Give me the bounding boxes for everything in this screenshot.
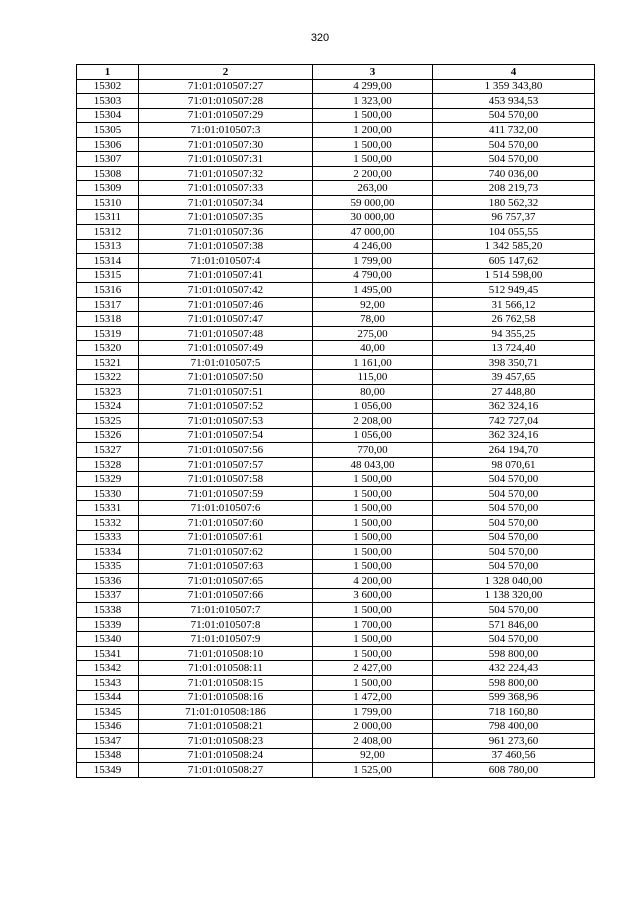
table-cell-col-4: 1 342 585,20 xyxy=(433,239,595,254)
table-cell-col-2: 71:01:010507:63 xyxy=(139,559,313,574)
table-cell-col-1: 15303 xyxy=(77,94,139,109)
table-row xyxy=(77,559,595,574)
table-cell-col-4: 1 359 343,80 xyxy=(433,79,595,94)
table-cell-col-3: 1 500,00 xyxy=(313,486,433,501)
table-cell-col-2: 71:01:010507:52 xyxy=(139,399,313,414)
table-cell-col-3: 1 525,00 xyxy=(313,763,433,778)
table-cell-col-3: 59 000,00 xyxy=(313,195,433,210)
column-header-4: 4 xyxy=(433,65,595,80)
table-cell-col-1: 15329 xyxy=(77,472,139,487)
table-cell-col-1: 15309 xyxy=(77,181,139,196)
table-cell-col-2: 71:01:010507:48 xyxy=(139,326,313,341)
table-cell-col-4: 27 448,80 xyxy=(433,385,595,400)
table-row xyxy=(77,472,595,487)
table-cell-col-2: 71:01:010507:66 xyxy=(139,588,313,603)
table-cell-col-2: 71:01:010507:56 xyxy=(139,443,313,458)
table-row xyxy=(77,646,595,661)
table-cell-col-4: 96 757,37 xyxy=(433,210,595,225)
table-row xyxy=(77,137,595,152)
table-cell-col-1: 15325 xyxy=(77,414,139,429)
table-cell-col-2: 71:01:010507:53 xyxy=(139,414,313,429)
table-cell-col-1: 15331 xyxy=(77,501,139,516)
table-cell-col-3: 92,00 xyxy=(313,748,433,763)
table-cell-col-3: 1 500,00 xyxy=(313,530,433,545)
table-cell-col-4: 504 570,00 xyxy=(433,137,595,152)
table-cell-col-1: 15316 xyxy=(77,283,139,298)
table-cell-col-4: 13 724,40 xyxy=(433,341,595,356)
table-row xyxy=(77,457,595,472)
table-cell-col-2: 71:01:010507:51 xyxy=(139,385,313,400)
table-cell-col-1: 15314 xyxy=(77,254,139,269)
table-cell-col-1: 15323 xyxy=(77,385,139,400)
table-cell-col-1: 15346 xyxy=(77,719,139,734)
table-cell-col-4: 1 514 598,00 xyxy=(433,268,595,283)
table-cell-col-4: 1 138 320,00 xyxy=(433,588,595,603)
table-row xyxy=(77,515,595,530)
table-cell-col-3: 1 500,00 xyxy=(313,152,433,167)
table-cell-col-3: 1 161,00 xyxy=(313,355,433,370)
table-cell-col-4: 512 949,45 xyxy=(433,283,595,298)
table-cell-col-4: 504 570,00 xyxy=(433,530,595,545)
table-header-row xyxy=(77,65,595,80)
table-cell-col-4: 504 570,00 xyxy=(433,472,595,487)
table-cell-col-2: 71:01:010507:4 xyxy=(139,254,313,269)
table-cell-col-2: 71:01:010507:31 xyxy=(139,152,313,167)
table-cell-col-3: 1 799,00 xyxy=(313,254,433,269)
table-cell-col-2: 71:01:010507:9 xyxy=(139,632,313,647)
table-cell-col-2: 71:01:010507:41 xyxy=(139,268,313,283)
table-cell-col-1: 15335 xyxy=(77,559,139,574)
table-cell-col-2: 71:01:010507:58 xyxy=(139,472,313,487)
table-cell-col-4: 605 147,62 xyxy=(433,254,595,269)
table-cell-col-1: 15340 xyxy=(77,632,139,647)
table-row xyxy=(77,239,595,254)
table-cell-col-1: 15347 xyxy=(77,734,139,749)
table-cell-col-1: 15341 xyxy=(77,646,139,661)
table-cell-col-3: 1 500,00 xyxy=(313,559,433,574)
table-row xyxy=(77,108,595,123)
table-row xyxy=(77,545,595,560)
table-cell-col-3: 2 200,00 xyxy=(313,166,433,181)
table-cell-col-3: 1 500,00 xyxy=(313,515,433,530)
table-cell-col-4: 453 934,53 xyxy=(433,94,595,109)
table-cell-col-1: 15305 xyxy=(77,123,139,138)
table-cell-col-3: 1 056,00 xyxy=(313,428,433,443)
table-row xyxy=(77,166,595,181)
table-cell-col-3: 1 323,00 xyxy=(313,94,433,109)
table-row xyxy=(77,705,595,720)
table-cell-col-4: 718 160,80 xyxy=(433,705,595,720)
table-cell-col-3: 2 000,00 xyxy=(313,719,433,734)
table-cell-col-4: 504 570,00 xyxy=(433,515,595,530)
table-cell-col-1: 15345 xyxy=(77,705,139,720)
table-row xyxy=(77,486,595,501)
table-cell-col-3: 1 500,00 xyxy=(313,501,433,516)
table-cell-col-1: 15348 xyxy=(77,748,139,763)
table-cell-col-3: 4 790,00 xyxy=(313,268,433,283)
table-cell-col-1: 15315 xyxy=(77,268,139,283)
table-row xyxy=(77,574,595,589)
table-cell-col-1: 15327 xyxy=(77,443,139,458)
table-cell-col-4: 740 036,00 xyxy=(433,166,595,181)
table-row xyxy=(77,254,595,269)
table-cell-col-1: 15307 xyxy=(77,152,139,167)
table-cell-col-2: 71:01:010507:27 xyxy=(139,79,313,94)
table-cell-col-2: 71:01:010507:65 xyxy=(139,574,313,589)
table-cell-col-3: 115,00 xyxy=(313,370,433,385)
table-cell-col-4: 37 460,56 xyxy=(433,748,595,763)
table-cell-col-4: 608 780,00 xyxy=(433,763,595,778)
table-cell-col-1: 15330 xyxy=(77,486,139,501)
table-cell-col-1: 15324 xyxy=(77,399,139,414)
table-cell-col-2: 71:01:010507:46 xyxy=(139,297,313,312)
table-cell-col-2: 71:01:010507:57 xyxy=(139,457,313,472)
table-cell-col-4: 94 355,25 xyxy=(433,326,595,341)
table-cell-col-4: 598 800,00 xyxy=(433,675,595,690)
table-cell-col-2: 71:01:010507:62 xyxy=(139,545,313,560)
table-cell-col-2: 71:01:010507:28 xyxy=(139,94,313,109)
table-row xyxy=(77,210,595,225)
table-cell-col-4: 961 273,60 xyxy=(433,734,595,749)
table-cell-col-1: 15319 xyxy=(77,326,139,341)
table-cell-col-1: 15343 xyxy=(77,675,139,690)
table-cell-col-4: 1 328 040,00 xyxy=(433,574,595,589)
table-cell-col-1: 15326 xyxy=(77,428,139,443)
table-cell-col-2: 71:01:010508:15 xyxy=(139,675,313,690)
table-row xyxy=(77,268,595,283)
table-cell-col-2: 71:01:010507:32 xyxy=(139,166,313,181)
table-cell-col-2: 71:01:010507:3 xyxy=(139,123,313,138)
table-row xyxy=(77,763,595,778)
table-cell-col-3: 2 408,00 xyxy=(313,734,433,749)
table-cell-col-3: 1 700,00 xyxy=(313,617,433,632)
table-cell-col-2: 71:01:010507:47 xyxy=(139,312,313,327)
table-cell-col-4: 411 732,00 xyxy=(433,123,595,138)
table-cell-col-4: 504 570,00 xyxy=(433,603,595,618)
table-cell-col-4: 26 762,58 xyxy=(433,312,595,327)
table-cell-col-2: 71:01:010507:8 xyxy=(139,617,313,632)
table-cell-col-3: 80,00 xyxy=(313,385,433,400)
table-cell-col-2: 71:01:010507:61 xyxy=(139,530,313,545)
table-cell-col-3: 1 500,00 xyxy=(313,472,433,487)
table-cell-col-2: 71:01:010507:7 xyxy=(139,603,313,618)
table-row xyxy=(77,181,595,196)
table-cell-col-2: 71:01:010508:16 xyxy=(139,690,313,705)
table-row xyxy=(77,414,595,429)
table-row xyxy=(77,632,595,647)
table-cell-col-3: 4 246,00 xyxy=(313,239,433,254)
table-cell-col-1: 15328 xyxy=(77,457,139,472)
table-row xyxy=(77,341,595,356)
table-cell-col-1: 15332 xyxy=(77,515,139,530)
table-row xyxy=(77,385,595,400)
table-cell-col-4: 504 570,00 xyxy=(433,559,595,574)
table-cell-col-2: 71:01:010507:6 xyxy=(139,501,313,516)
table-cell-col-3: 48 043,00 xyxy=(313,457,433,472)
table-cell-col-3: 1 200,00 xyxy=(313,123,433,138)
table-row xyxy=(77,661,595,676)
table-cell-col-2: 71:01:010507:36 xyxy=(139,225,313,240)
table-cell-col-2: 71:01:010508:23 xyxy=(139,734,313,749)
table-body xyxy=(77,79,595,777)
table-cell-col-1: 15310 xyxy=(77,195,139,210)
table-cell-col-3: 770,00 xyxy=(313,443,433,458)
column-header-3: 3 xyxy=(313,65,433,80)
table-cell-col-1: 15338 xyxy=(77,603,139,618)
table-row xyxy=(77,719,595,734)
table-cell-col-4: 264 194,70 xyxy=(433,443,595,458)
table-row xyxy=(77,195,595,210)
table-cell-col-3: 1 500,00 xyxy=(313,646,433,661)
table-row xyxy=(77,312,595,327)
table-cell-col-3: 1 799,00 xyxy=(313,705,433,720)
table-cell-col-1: 15322 xyxy=(77,370,139,385)
table-cell-col-4: 798 400,00 xyxy=(433,719,595,734)
table-cell-col-1: 15321 xyxy=(77,355,139,370)
table-cell-col-4: 504 570,00 xyxy=(433,108,595,123)
table-cell-col-4: 504 570,00 xyxy=(433,152,595,167)
column-header-2: 2 xyxy=(139,65,313,80)
table-cell-col-3: 4 200,00 xyxy=(313,574,433,589)
table-row xyxy=(77,355,595,370)
table-cell-col-4: 398 350,71 xyxy=(433,355,595,370)
table-row xyxy=(77,123,595,138)
table-cell-col-2: 71:01:010508:21 xyxy=(139,719,313,734)
table-cell-col-4: 362 324,16 xyxy=(433,399,595,414)
table-cell-col-3: 4 299,00 xyxy=(313,79,433,94)
table-row xyxy=(77,297,595,312)
table-cell-col-4: 504 570,00 xyxy=(433,632,595,647)
table-cell-col-1: 15337 xyxy=(77,588,139,603)
table-cell-col-4: 98 070,61 xyxy=(433,457,595,472)
table-cell-col-1: 15344 xyxy=(77,690,139,705)
table-cell-col-2: 71:01:010508:27 xyxy=(139,763,313,778)
table-cell-col-4: 104 055,55 xyxy=(433,225,595,240)
table-cell-col-1: 15306 xyxy=(77,137,139,152)
table-row xyxy=(77,675,595,690)
table-cell-col-3: 1 472,00 xyxy=(313,690,433,705)
table-cell-col-2: 71:01:010507:38 xyxy=(139,239,313,254)
table-row xyxy=(77,399,595,414)
table-cell-col-2: 71:01:010508:24 xyxy=(139,748,313,763)
table-cell-col-4: 598 800,00 xyxy=(433,646,595,661)
table-cell-col-4: 432 224,43 xyxy=(433,661,595,676)
table-cell-col-2: 71:01:010507:35 xyxy=(139,210,313,225)
table-row xyxy=(77,326,595,341)
table-row xyxy=(77,734,595,749)
table-row xyxy=(77,428,595,443)
table-row xyxy=(77,588,595,603)
table-cell-col-4: 362 324,16 xyxy=(433,428,595,443)
table-cell-col-3: 40,00 xyxy=(313,341,433,356)
table-cell-col-1: 15349 xyxy=(77,763,139,778)
table-cell-col-4: 742 727,04 xyxy=(433,414,595,429)
table-cell-col-1: 15304 xyxy=(77,108,139,123)
table-row xyxy=(77,603,595,618)
table-cell-col-1: 15317 xyxy=(77,297,139,312)
table-cell-col-3: 275,00 xyxy=(313,326,433,341)
table-cell-col-4: 31 566,12 xyxy=(433,297,595,312)
table-cell-col-2: 71:01:010507:34 xyxy=(139,195,313,210)
table-cell-col-3: 30 000,00 xyxy=(313,210,433,225)
table-cell-col-2: 71:01:010507:59 xyxy=(139,486,313,501)
table-cell-col-2: 71:01:010508:186 xyxy=(139,705,313,720)
table-cell-col-1: 15333 xyxy=(77,530,139,545)
table-cell-col-2: 71:01:010507:30 xyxy=(139,137,313,152)
table-cell-col-3: 78,00 xyxy=(313,312,433,327)
table-cell-col-1: 15342 xyxy=(77,661,139,676)
table-cell-col-2: 71:01:010507:54 xyxy=(139,428,313,443)
table-cell-col-3: 2 208,00 xyxy=(313,414,433,429)
table-cell-col-1: 15320 xyxy=(77,341,139,356)
table-row xyxy=(77,530,595,545)
table-row xyxy=(77,617,595,632)
table-cell-col-4: 208 219,73 xyxy=(433,181,595,196)
table-cell-col-3: 1 500,00 xyxy=(313,545,433,560)
table-cell-col-3: 1 056,00 xyxy=(313,399,433,414)
table-cell-col-4: 599 368,96 xyxy=(433,690,595,705)
table-cell-col-2: 71:01:010507:60 xyxy=(139,515,313,530)
table-cell-col-1: 15334 xyxy=(77,545,139,560)
table-cell-col-4: 504 570,00 xyxy=(433,486,595,501)
table-cell-col-2: 71:01:010507:5 xyxy=(139,355,313,370)
table-cell-col-2: 71:01:010507:42 xyxy=(139,283,313,298)
table-row xyxy=(77,94,595,109)
table-cell-col-3: 47 000,00 xyxy=(313,225,433,240)
table-cell-col-2: 71:01:010508:11 xyxy=(139,661,313,676)
table-cell-col-3: 92,00 xyxy=(313,297,433,312)
table-cell-col-3: 3 600,00 xyxy=(313,588,433,603)
table-row xyxy=(77,443,595,458)
table-cell-col-3: 1 500,00 xyxy=(313,108,433,123)
table-cell-col-1: 15308 xyxy=(77,166,139,181)
table-row xyxy=(77,283,595,298)
table-row xyxy=(77,748,595,763)
table-cell-col-4: 504 570,00 xyxy=(433,501,595,516)
table-cell-col-2: 71:01:010508:10 xyxy=(139,646,313,661)
table-cell-col-1: 15318 xyxy=(77,312,139,327)
table-cell-col-1: 15311 xyxy=(77,210,139,225)
table-cell-col-3: 2 427,00 xyxy=(313,661,433,676)
table-cell-col-4: 180 562,32 xyxy=(433,195,595,210)
table-cell-col-3: 1 500,00 xyxy=(313,632,433,647)
table-cell-col-3: 263,00 xyxy=(313,181,433,196)
table-cell-col-4: 504 570,00 xyxy=(433,545,595,560)
table-cell-col-1: 15339 xyxy=(77,617,139,632)
table-row xyxy=(77,79,595,94)
table-cell-col-4: 39 457,65 xyxy=(433,370,595,385)
table-cell-col-3: 1 500,00 xyxy=(313,603,433,618)
table-cell-col-1: 15302 xyxy=(77,79,139,94)
table-row xyxy=(77,501,595,516)
table-row xyxy=(77,370,595,385)
table-cell-col-1: 15312 xyxy=(77,225,139,240)
table-cell-col-2: 71:01:010507:29 xyxy=(139,108,313,123)
table-cell-col-3: 1 500,00 xyxy=(313,675,433,690)
table-cell-col-4: 571 846,00 xyxy=(433,617,595,632)
table-cell-col-1: 15313 xyxy=(77,239,139,254)
table-row xyxy=(77,152,595,167)
page-number: 320 xyxy=(310,32,330,44)
table-cell-col-2: 71:01:010507:50 xyxy=(139,370,313,385)
data-table xyxy=(76,64,595,778)
table-cell-col-3: 1 500,00 xyxy=(313,137,433,152)
table-cell-col-2: 71:01:010507:33 xyxy=(139,181,313,196)
column-header-1: 1 xyxy=(77,65,139,80)
table-cell-col-1: 15336 xyxy=(77,574,139,589)
table-cell-col-2: 71:01:010507:49 xyxy=(139,341,313,356)
table-row xyxy=(77,690,595,705)
table-row xyxy=(77,225,595,240)
table-cell-col-3: 1 495,00 xyxy=(313,283,433,298)
